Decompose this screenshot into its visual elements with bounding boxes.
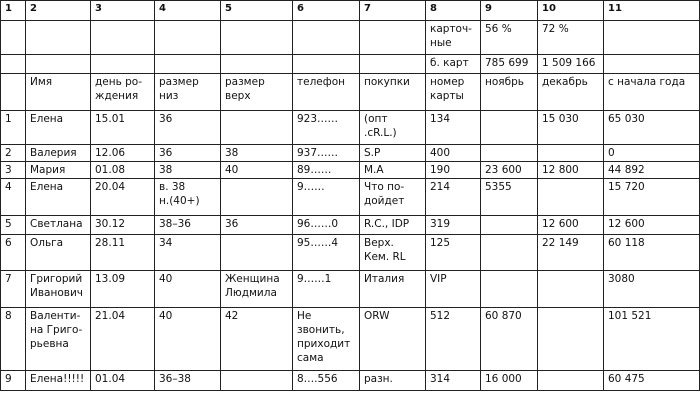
cell-name: Светлана bbox=[26, 216, 91, 235]
cell-birthday: 30.12 bbox=[91, 216, 155, 235]
stats-row-card-share bbox=[1, 21, 700, 55]
header-size-bottom: размер низ bbox=[155, 74, 221, 111]
column-number: 8 bbox=[426, 1, 481, 21]
cell-size-bottom: 36 bbox=[155, 145, 221, 162]
cell-size-top bbox=[221, 111, 293, 145]
cell-ytd: 60 475 bbox=[604, 371, 700, 391]
stats-november: 785 699 bbox=[481, 55, 538, 74]
empty-cell bbox=[1, 74, 26, 111]
empty-cell bbox=[1, 21, 26, 55]
empty-cell bbox=[604, 55, 700, 74]
empty-cell bbox=[221, 21, 293, 55]
cell-name: Валенти- на Григо- рьевна bbox=[26, 308, 91, 371]
cell-size-top bbox=[221, 179, 293, 216]
table-row bbox=[1, 235, 700, 271]
column-number: 9 bbox=[481, 1, 538, 21]
cell-phone: 95……4 bbox=[293, 235, 360, 271]
cell-ytd: 101 521 bbox=[604, 308, 700, 371]
cell-purchases: M.A bbox=[360, 162, 426, 179]
empty-cell bbox=[293, 21, 360, 55]
cell-purchases: Верх. Кем. RL bbox=[360, 235, 426, 271]
empty-cell bbox=[91, 55, 155, 74]
cell-size-bottom: 40 bbox=[155, 271, 221, 308]
cell-purchases: Италия bbox=[360, 271, 426, 308]
cell-size-top bbox=[221, 371, 293, 391]
cell-card: 190 bbox=[426, 162, 481, 179]
column-number: 5 bbox=[221, 1, 293, 21]
empty-cell bbox=[1, 55, 26, 74]
cell-card: 314 bbox=[426, 371, 481, 391]
column-number: 11 bbox=[604, 1, 700, 21]
stats-label: б. карт bbox=[426, 55, 481, 74]
header-size-top: размер верх bbox=[221, 74, 293, 111]
cell-november: 60 870 bbox=[481, 308, 538, 371]
cell-card: 214 bbox=[426, 179, 481, 216]
cell-phone: 89…… bbox=[293, 162, 360, 179]
cell-december: 15 030 bbox=[538, 111, 604, 145]
table-row bbox=[1, 179, 700, 216]
column-number-row bbox=[1, 1, 700, 21]
cell-purchases: разн. bbox=[360, 371, 426, 391]
table-row bbox=[1, 111, 700, 145]
row-number: 3 bbox=[1, 162, 26, 179]
cell-ytd: 60 118 bbox=[604, 235, 700, 271]
cell-birthday: 15.01 bbox=[91, 111, 155, 145]
cell-name: Мария bbox=[26, 162, 91, 179]
header-december: декабрь bbox=[538, 74, 604, 111]
cell-december bbox=[538, 308, 604, 371]
cell-birthday: 28.11 bbox=[91, 235, 155, 271]
cell-december bbox=[538, 145, 604, 162]
cell-size-top: 42 bbox=[221, 308, 293, 371]
cell-purchases: ORW bbox=[360, 308, 426, 371]
cell-ytd: 12 600 bbox=[604, 216, 700, 235]
cell-phone: 9……1 bbox=[293, 271, 360, 308]
table-row bbox=[1, 162, 700, 179]
cell-size-top bbox=[221, 235, 293, 271]
cell-november: 5355 bbox=[481, 179, 538, 216]
cell-birthday: 13.09 bbox=[91, 271, 155, 308]
cell-size-bottom: 36 bbox=[155, 111, 221, 145]
row-number: 4 bbox=[1, 179, 26, 216]
cell-size-bottom: 40 bbox=[155, 308, 221, 371]
cell-november: 16 000 bbox=[481, 371, 538, 391]
cell-size-top: 38 bbox=[221, 145, 293, 162]
cell-name: Валерия bbox=[26, 145, 91, 162]
cell-phone: 9…… bbox=[293, 179, 360, 216]
empty-cell bbox=[360, 55, 426, 74]
cell-birthday: 12.06 bbox=[91, 145, 155, 162]
stats-row-no-card bbox=[1, 55, 700, 74]
cell-card: VIP bbox=[426, 271, 481, 308]
row-number: 5 bbox=[1, 216, 26, 235]
cell-november bbox=[481, 145, 538, 162]
cell-birthday: 01.04 bbox=[91, 371, 155, 391]
header-name: Имя bbox=[26, 74, 91, 111]
cell-card: 400 bbox=[426, 145, 481, 162]
cell-phone: 8….556 bbox=[293, 371, 360, 391]
column-number: 1 bbox=[1, 1, 26, 21]
header-card-number: номер карты bbox=[426, 74, 481, 111]
cell-ytd: 0 bbox=[604, 145, 700, 162]
table-row bbox=[1, 371, 700, 391]
row-number: 8 bbox=[1, 308, 26, 371]
cell-size-bottom: в. 38 н.(40+) bbox=[155, 179, 221, 216]
cell-name: Елена bbox=[26, 111, 91, 145]
stats-december: 1 509 166 bbox=[538, 55, 604, 74]
empty-cell bbox=[26, 21, 91, 55]
stats-november: 56 % bbox=[481, 21, 538, 55]
column-number: 2 bbox=[26, 1, 91, 21]
cell-size-bottom: 36–38 bbox=[155, 371, 221, 391]
cell-name: Ольга bbox=[26, 235, 91, 271]
header-phone: телефон bbox=[293, 74, 360, 111]
header-ytd: с начала года bbox=[604, 74, 700, 111]
cell-name: Григорий Иванович bbox=[26, 271, 91, 308]
column-number: 7 bbox=[360, 1, 426, 21]
stats-label: карточ- ные bbox=[426, 21, 481, 55]
cell-birthday: 01.08 bbox=[91, 162, 155, 179]
empty-cell bbox=[91, 21, 155, 55]
cell-november bbox=[481, 216, 538, 235]
cell-card: 125 bbox=[426, 235, 481, 271]
cell-size-top: 36 bbox=[221, 216, 293, 235]
cell-november: 23 600 bbox=[481, 162, 538, 179]
cell-phone: 923…… bbox=[293, 111, 360, 145]
column-number: 6 bbox=[293, 1, 360, 21]
cell-purchases: R.C., IDP bbox=[360, 216, 426, 235]
header-purchases: покупки bbox=[360, 74, 426, 111]
table-row bbox=[1, 216, 700, 235]
cell-card: 512 bbox=[426, 308, 481, 371]
cell-december: 12 800 bbox=[538, 162, 604, 179]
cell-december: 12 600 bbox=[538, 216, 604, 235]
cell-phone: Не звонить, приходит сама bbox=[293, 308, 360, 371]
cell-size-bottom: 34 bbox=[155, 235, 221, 271]
cell-phone: 96……0 bbox=[293, 216, 360, 235]
column-number: 3 bbox=[91, 1, 155, 21]
cell-ytd: 44 892 bbox=[604, 162, 700, 179]
empty-cell bbox=[293, 55, 360, 74]
cell-card: 319 bbox=[426, 216, 481, 235]
cell-november bbox=[481, 235, 538, 271]
cell-birthday: 21.04 bbox=[91, 308, 155, 371]
cell-november bbox=[481, 111, 538, 145]
cell-size-bottom: 38 bbox=[155, 162, 221, 179]
table-row bbox=[1, 145, 700, 162]
header-november: ноябрь bbox=[481, 74, 538, 111]
cell-december: 22 149 bbox=[538, 235, 604, 271]
header-row bbox=[1, 74, 700, 111]
header-birthday: день ро- ждения bbox=[91, 74, 155, 111]
row-number: 7 bbox=[1, 271, 26, 308]
cell-purchases: (опт .cR.L.) bbox=[360, 111, 426, 145]
cell-december bbox=[538, 371, 604, 391]
cell-december bbox=[538, 179, 604, 216]
row-number: 2 bbox=[1, 145, 26, 162]
row-number: 6 bbox=[1, 235, 26, 271]
stats-december: 72 % bbox=[538, 21, 604, 55]
cell-ytd: 65 030 bbox=[604, 111, 700, 145]
column-number: 10 bbox=[538, 1, 604, 21]
cell-size-bottom: 38–36 bbox=[155, 216, 221, 235]
cell-name: Елена!!!!! bbox=[26, 371, 91, 391]
cell-december bbox=[538, 271, 604, 308]
cell-phone: 937…… bbox=[293, 145, 360, 162]
cell-purchases: S.P bbox=[360, 145, 426, 162]
column-number: 4 bbox=[155, 1, 221, 21]
empty-cell bbox=[604, 21, 700, 55]
cell-size-top: Женщина Людмила bbox=[221, 271, 293, 308]
cell-name: Елена bbox=[26, 179, 91, 216]
empty-cell bbox=[26, 55, 91, 74]
cell-november bbox=[481, 271, 538, 308]
row-number: 1 bbox=[1, 111, 26, 145]
table-row bbox=[1, 308, 700, 371]
empty-cell bbox=[360, 21, 426, 55]
cell-card: 134 bbox=[426, 111, 481, 145]
cell-birthday: 20.04 bbox=[91, 179, 155, 216]
cell-ytd: 3080 bbox=[604, 271, 700, 308]
cell-size-top: 40 bbox=[221, 162, 293, 179]
row-number: 9 bbox=[1, 371, 26, 391]
empty-cell bbox=[221, 55, 293, 74]
cell-purchases: Что по- дойдет bbox=[360, 179, 426, 216]
empty-cell bbox=[155, 55, 221, 74]
empty-cell bbox=[155, 21, 221, 55]
table-row bbox=[1, 271, 700, 308]
cell-ytd: 15 720 bbox=[604, 179, 700, 216]
